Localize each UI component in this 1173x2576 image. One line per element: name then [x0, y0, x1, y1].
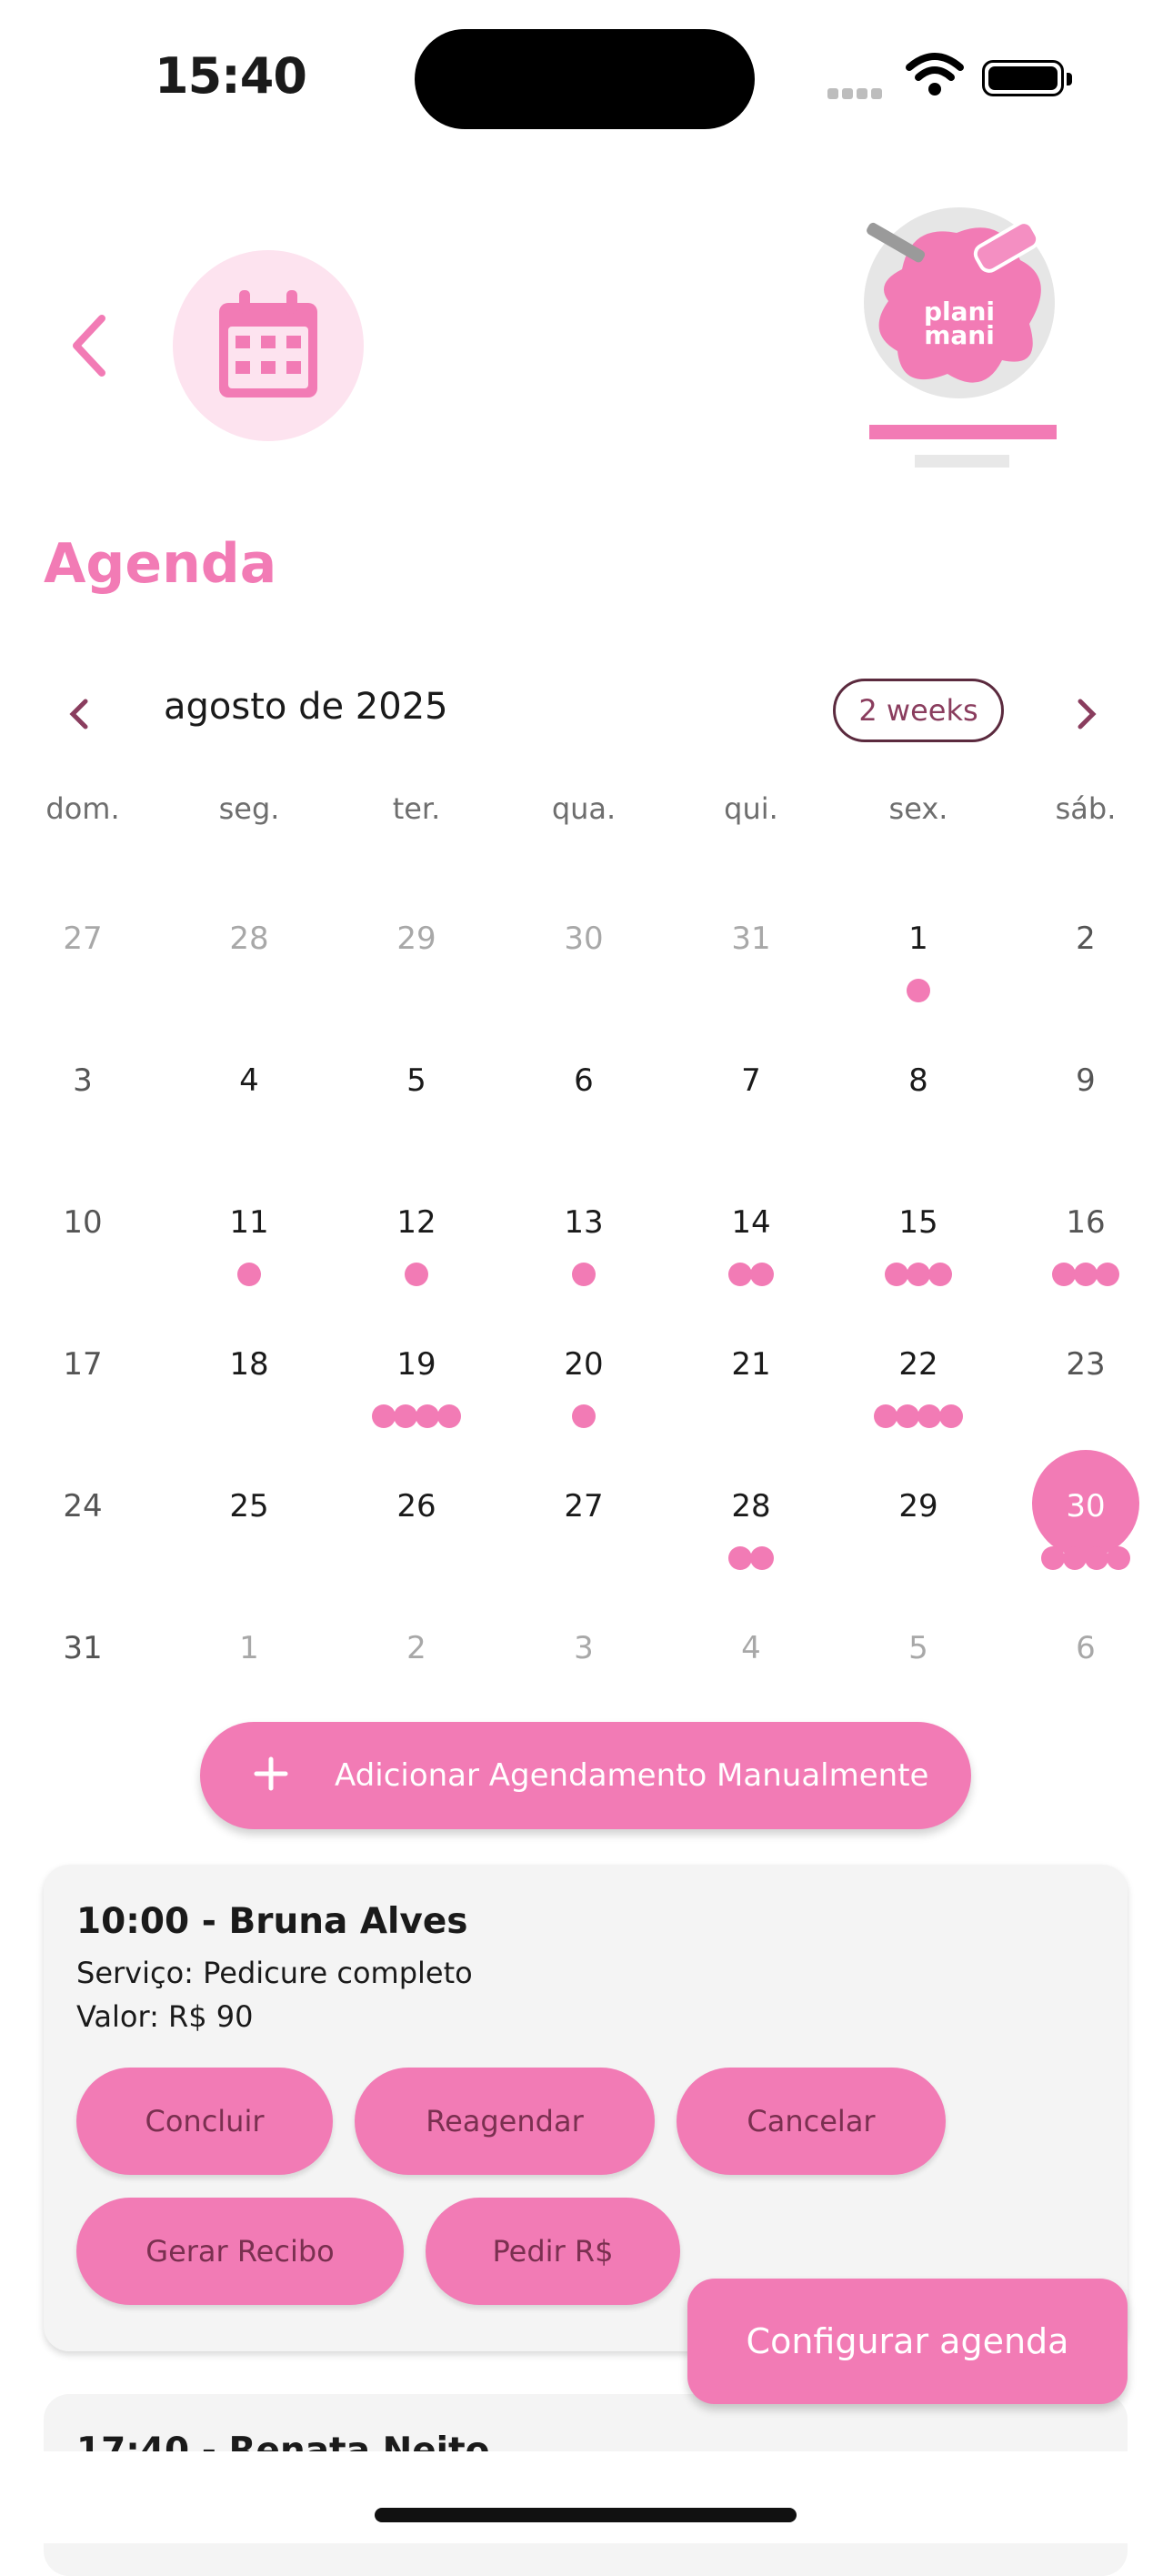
calendar-day-number: 30 [564, 921, 604, 957]
calendar-day[interactable] [835, 1535, 1002, 1677]
calendar-day-number: 28 [229, 921, 269, 957]
calendar-day-number: 2 [1076, 921, 1096, 957]
calendar-day-number: 27 [564, 1488, 604, 1524]
calendar-day[interactable] [835, 1110, 1002, 1252]
calendar-day[interactable] [165, 826, 333, 968]
complete-button[interactable]: Concluir [76, 2068, 333, 2175]
chevron-left-icon [65, 696, 91, 732]
calendar-day-number: 2 [406, 1630, 426, 1666]
calendar-day[interactable] [500, 1535, 667, 1677]
calendar-day[interactable] [165, 1110, 333, 1252]
calendar-day-number: 12 [396, 1204, 436, 1241]
chevron-left-icon [64, 309, 118, 382]
calendar-day-number: 24 [63, 1488, 103, 1524]
logo-text-line2: mani [924, 320, 995, 350]
calendar-day-number: 1 [908, 921, 928, 957]
calendar-day-number: 26 [396, 1488, 436, 1524]
calendar-week-row [0, 826, 1173, 968]
weekday-label: seg. [218, 791, 280, 826]
calendar-day[interactable] [165, 1394, 333, 1535]
calendar-day[interactable] [667, 1252, 835, 1394]
calendar-grid [0, 791, 1173, 1677]
status-time: 15:40 [155, 47, 306, 105]
dynamic-island [415, 29, 755, 129]
calendar-day[interactable] [500, 1110, 667, 1252]
calendar-day[interactable] [667, 1535, 835, 1677]
calendar-weeks [0, 826, 1173, 1677]
calendar-day[interactable] [333, 1110, 500, 1252]
calendar-day[interactable] [333, 826, 500, 968]
calendar-day[interactable] [0, 826, 165, 968]
weekday-label: ter. [392, 791, 441, 826]
reschedule-button[interactable]: Reagendar [355, 2068, 655, 2175]
calendar-day[interactable] [835, 1252, 1002, 1394]
calendar-day-number: 3 [73, 1062, 93, 1099]
weekday-label: qua. [551, 791, 617, 826]
cancel-button[interactable]: Cancelar [677, 2068, 946, 2175]
calendar-day[interactable] [835, 1394, 1002, 1535]
next-month-button[interactable] [1075, 696, 1100, 741]
appointment-value: Valor: R$ 90 [76, 1999, 254, 2034]
prev-month-button[interactable] [65, 696, 91, 741]
calendar-day-number: 1 [239, 1630, 259, 1666]
appointment-dot [1041, 1546, 1065, 1570]
logo-text-line1: plani [923, 297, 996, 327]
calendar-day-number: 17 [63, 1346, 103, 1383]
calendar-day-number: 27 [63, 921, 103, 957]
calendar-week-row [0, 968, 1173, 1110]
calendar-icon [214, 287, 323, 405]
calendar-day[interactable] [667, 1110, 835, 1252]
calendar-day-number: 25 [229, 1488, 269, 1524]
calendar-day-number: 21 [731, 1346, 771, 1383]
calendar-day-number: 6 [1076, 1630, 1096, 1666]
wifi-icon [906, 51, 964, 100]
weekday-label: dom. [45, 791, 120, 826]
calendar-day-number: 18 [229, 1346, 269, 1383]
calendar-day[interactable] [835, 826, 1002, 968]
calendar-day-number: 9 [1076, 1062, 1096, 1099]
back-button[interactable] [64, 309, 118, 382]
calendar-day[interactable] [0, 1110, 165, 1252]
calendar-day[interactable] [835, 968, 1002, 1110]
signal-icon [827, 86, 886, 103]
calendar-day-number: 3 [574, 1630, 594, 1666]
calendar-day[interactable] [667, 968, 835, 1110]
calendar-day-number: 28 [731, 1488, 771, 1524]
calendar-day[interactable] [333, 968, 500, 1110]
add-appointment-label: Adicionar Agendamento Manualmente [335, 1757, 929, 1794]
home-indicator[interactable] [375, 2508, 797, 2522]
app-logo[interactable] [864, 207, 1055, 398]
bottom-safe-area [0, 2451, 1173, 2543]
battery-icon [982, 60, 1064, 96]
calendar-day-number: 19 [396, 1346, 436, 1383]
calendar-day[interactable] [165, 968, 333, 1110]
calendar-day[interactable] [333, 1252, 500, 1394]
chevron-right-icon [1075, 696, 1100, 732]
appointment-dot [1063, 1546, 1087, 1570]
calendar-day-number: 4 [239, 1062, 259, 1099]
calendar-day-number: 30 [1066, 1488, 1106, 1524]
add-appointment-button[interactable] [200, 1722, 971, 1829]
tab-indicator-inactive[interactable] [915, 455, 1009, 468]
calendar-week-row [0, 1394, 1173, 1535]
configure-schedule-button[interactable]: Configurar agenda [687, 2279, 1128, 2404]
calendar-day-number: 5 [406, 1062, 426, 1099]
calendar-day-number: 20 [564, 1346, 604, 1383]
appointment-service: Serviço: Pedicure completo [76, 1956, 473, 1990]
calendar-day[interactable] [500, 1394, 667, 1535]
calendar-day-number: 22 [898, 1346, 938, 1383]
calendar-day[interactable] [1002, 1252, 1169, 1394]
tab-indicator-active[interactable] [869, 425, 1057, 439]
calendar-day-number: 13 [564, 1204, 604, 1241]
calendar-day-number: 4 [741, 1630, 761, 1666]
calendar-day[interactable] [500, 968, 667, 1110]
calendar-day[interactable] [500, 1252, 667, 1394]
calendar-day-number: 8 [908, 1062, 928, 1099]
calendar-day[interactable] [1002, 826, 1169, 968]
calendar-day[interactable] [165, 1252, 333, 1394]
calendar-day[interactable] [1002, 1110, 1169, 1252]
calendar-day[interactable] [0, 1535, 165, 1677]
calendar-day-number: 29 [396, 921, 436, 957]
calendar-day-number: 11 [229, 1204, 269, 1241]
appointment-dot [1107, 1546, 1130, 1570]
calendar-day[interactable] [667, 826, 835, 968]
calendar-day-number: 23 [1066, 1346, 1106, 1383]
view-toggle-button[interactable]: 2 weeks [833, 679, 1004, 742]
appointment-title: 10:00 - Bruna Alves [76, 1901, 468, 1942]
calendar-day[interactable] [0, 968, 165, 1110]
appointment-dot [1085, 1546, 1108, 1570]
weekday-label: qui. [724, 791, 778, 826]
calendar-day-number: 15 [898, 1204, 938, 1241]
appointment-dots [1002, 1546, 1169, 1570]
calendar-day[interactable] [667, 1394, 835, 1535]
calendar-day-number: 5 [908, 1630, 928, 1666]
generate-receipt-button[interactable]: Gerar Recibo [76, 2198, 404, 2305]
weekday-label: sex. [888, 791, 948, 826]
calendar-day[interactable] [1002, 968, 1169, 1110]
calendar-day-number: 31 [731, 921, 771, 957]
weekday-header [0, 791, 1173, 826]
calendar-week-row [0, 1252, 1173, 1394]
calendar-day-number: 14 [731, 1204, 771, 1241]
calendar-badge [173, 250, 364, 441]
page-title: Agenda [44, 532, 277, 596]
calendar-day-selected[interactable] [1002, 1394, 1169, 1535]
calendar-day-number: 10 [63, 1204, 103, 1241]
calendar-week-row [0, 1535, 1173, 1677]
calendar-day[interactable] [500, 826, 667, 968]
calendar-day[interactable] [0, 1252, 165, 1394]
month-label: agosto de 2025 [164, 686, 448, 728]
calendar-week-row [0, 1110, 1173, 1252]
plus-icon [253, 1750, 307, 1801]
calendar-day[interactable] [333, 1394, 500, 1535]
calendar-day[interactable] [165, 1535, 333, 1677]
calendar-day[interactable] [333, 1535, 500, 1677]
request-payment-button[interactable]: Pedir R$ [426, 2198, 680, 2305]
weekday-label: sáb. [1055, 791, 1117, 826]
calendar-day[interactable] [0, 1394, 165, 1535]
calendar-day-number: 6 [574, 1062, 594, 1099]
calendar-day-number: 16 [1066, 1204, 1106, 1241]
calendar-day-number: 31 [63, 1630, 103, 1666]
calendar-day-number: 29 [898, 1488, 938, 1524]
calendar-day-number: 7 [741, 1062, 761, 1099]
